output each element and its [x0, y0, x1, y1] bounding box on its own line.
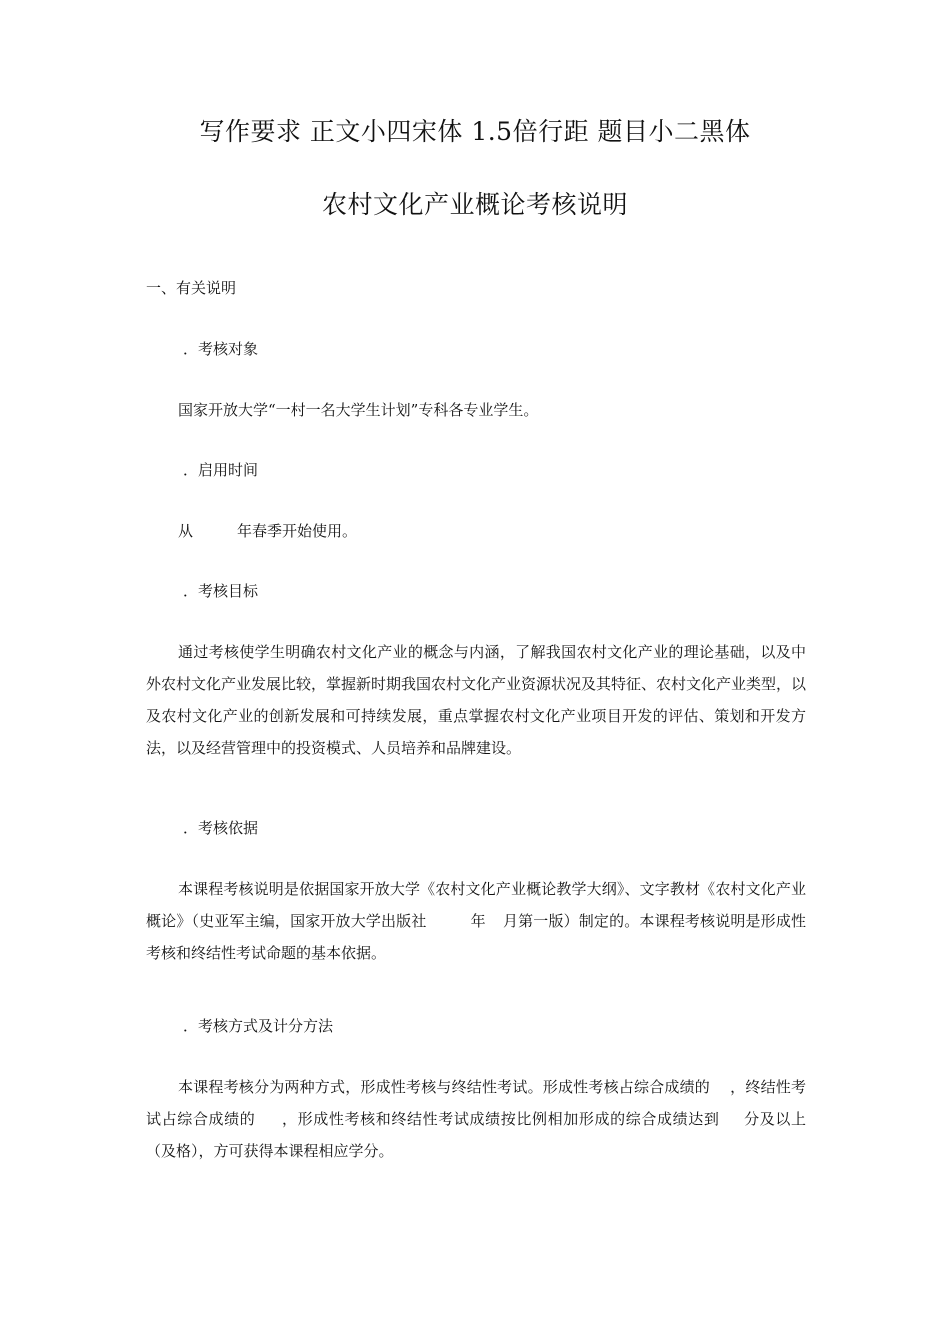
item-body-assessment-method — [146, 1071, 806, 1167]
section-heading: 一、有关说明 — [146, 279, 237, 297]
basis-part-c: 月第一版）制定的。本课程考核说明是形成性考核和终结性考试命题的基本依据。 — [146, 912, 806, 962]
method-part-b: ，终结性考试占综合成绩的 — [146, 1078, 806, 1128]
writing-requirements-line: 写作要求 正文小四宋体 1.5倍行距 题目小二黑体 — [199, 117, 751, 146]
item-body-assessment-basis — [146, 873, 806, 969]
item-body-assessment-target: 国家开放大学“一村一名大学生计划”专科各专业学生。 — [178, 401, 539, 419]
item-label-assessment-target: ．考核对象 — [183, 340, 259, 358]
method-part-c: ，形成性考核和终结性考试成绩按比例相加形成的综合成绩达到 — [281, 1110, 720, 1128]
item-label-assessment-goal: ．考核目标 — [183, 582, 259, 600]
document-title: 农村文化产业概论考核说明 — [321, 190, 628, 219]
basis-part-b: 年 — [470, 912, 486, 930]
method-part-d: 分及以上（及格），方可获得本课程相应学分。 — [146, 1110, 806, 1160]
item-label-assessment-method: ．考核方式及计分方法 — [183, 1017, 334, 1035]
start-time-prefix: 从 — [178, 522, 194, 540]
start-time-suffix: 年春季开始使用。 — [237, 522, 358, 540]
item-label-assessment-basis: ．考核依据 — [183, 819, 259, 837]
basis-part-a: 本课程考核说明是依据国家开放大学《农村文化产业概论教学大纲》、文字教材《农村文化产业概论》（史亚军主编，国家开放大学出版社 — [146, 880, 806, 930]
item-body-assessment-goal: 通过考核使学生明确农村文化产业的概念与内涵，了解我国农村文化产业的理论基础，以及中外农村文化产业发展比较，掌握新时期我国农村文化产业资源状况及其特征、农村文化产业类型，以及农村文化产业的创新发展和可持续发展，重点掌握农村文化产业项目开发的评估、策划和开发方法，以及经营管理中的投资模式、人员培养和品牌建设。 — [146, 643, 807, 757]
item-body-start-time — [178, 520, 357, 542]
item-label-start-time: ．启用时间 — [183, 461, 259, 479]
method-part-a: 本课程考核分为两种方式，形成性考核与终结性考试。形成性考核占综合成绩的 — [178, 1078, 710, 1096]
